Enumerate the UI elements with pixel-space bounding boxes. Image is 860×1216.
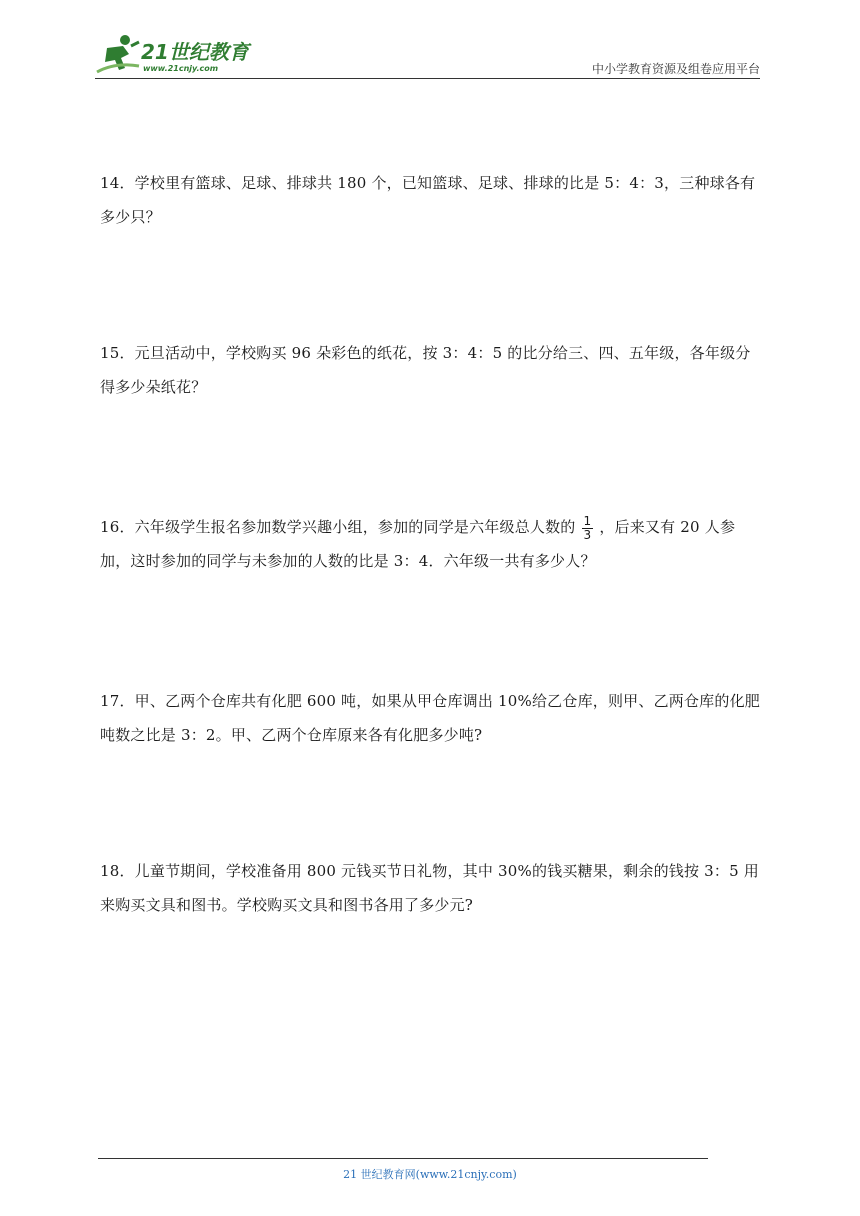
runner-logo-icon bbox=[95, 32, 141, 76]
fraction-one-third bbox=[582, 515, 594, 542]
question-17-text: 17．甲、乙两个仓库共有化肥 600 吨，如果从甲仓库调出 10%给乙仓库，则甲、乙两仓库的化肥吨数之比是 3：2。甲、乙两个仓库原来各有化肥多少吨? bbox=[100, 692, 760, 744]
footer-text[interactable]: 21 世纪教育网(www.21cnjy.com) bbox=[343, 1168, 517, 1181]
footer-divider bbox=[98, 1158, 708, 1159]
logo-text: 21世纪教育 bbox=[141, 40, 249, 64]
page-header bbox=[95, 28, 760, 79]
question-18 bbox=[100, 854, 765, 922]
logo bbox=[95, 32, 265, 76]
question-14-text: 14．学校里有篮球、足球、排球共 180 个，已知篮球、足球、排球的比是 5：4：3，三种球各有多少只？ bbox=[100, 174, 756, 226]
question-16-text-before: 16．六年级学生报名参加数学兴趣小组，参加的同学是六年级总人数的 bbox=[100, 518, 576, 536]
fraction-denominator: 3 bbox=[583, 527, 592, 542]
question-15-text: 15．元旦活动中，学校购买 96 朵彩色的纸花，按 3：4：5 的比分给三、四、五年级，各年级分得多少朵纸花？ bbox=[100, 344, 751, 396]
logo-url: www.21cnjy.com bbox=[143, 64, 219, 73]
question-15 bbox=[100, 336, 765, 404]
question-14 bbox=[100, 166, 765, 234]
fraction-numerator: 1 bbox=[583, 513, 592, 528]
platform-name: 中小学教育资源及组卷应用平台 bbox=[591, 62, 760, 76]
question-17 bbox=[100, 684, 765, 752]
question-16-text-after: ，后来又有 20 人参加，这时参加的同学与未参加的人数的比是 3：4．六年级一共有多少人？ bbox=[100, 518, 736, 570]
question-16 bbox=[100, 510, 765, 578]
question-18-text: 18．儿童节期间，学校准备用 800 元钱买节日礼物，其中 30%的钱买糖果，剩余的钱按 3：5 用来购买文具和图书。学校购买文具和图书各用了多少元? bbox=[100, 862, 759, 914]
